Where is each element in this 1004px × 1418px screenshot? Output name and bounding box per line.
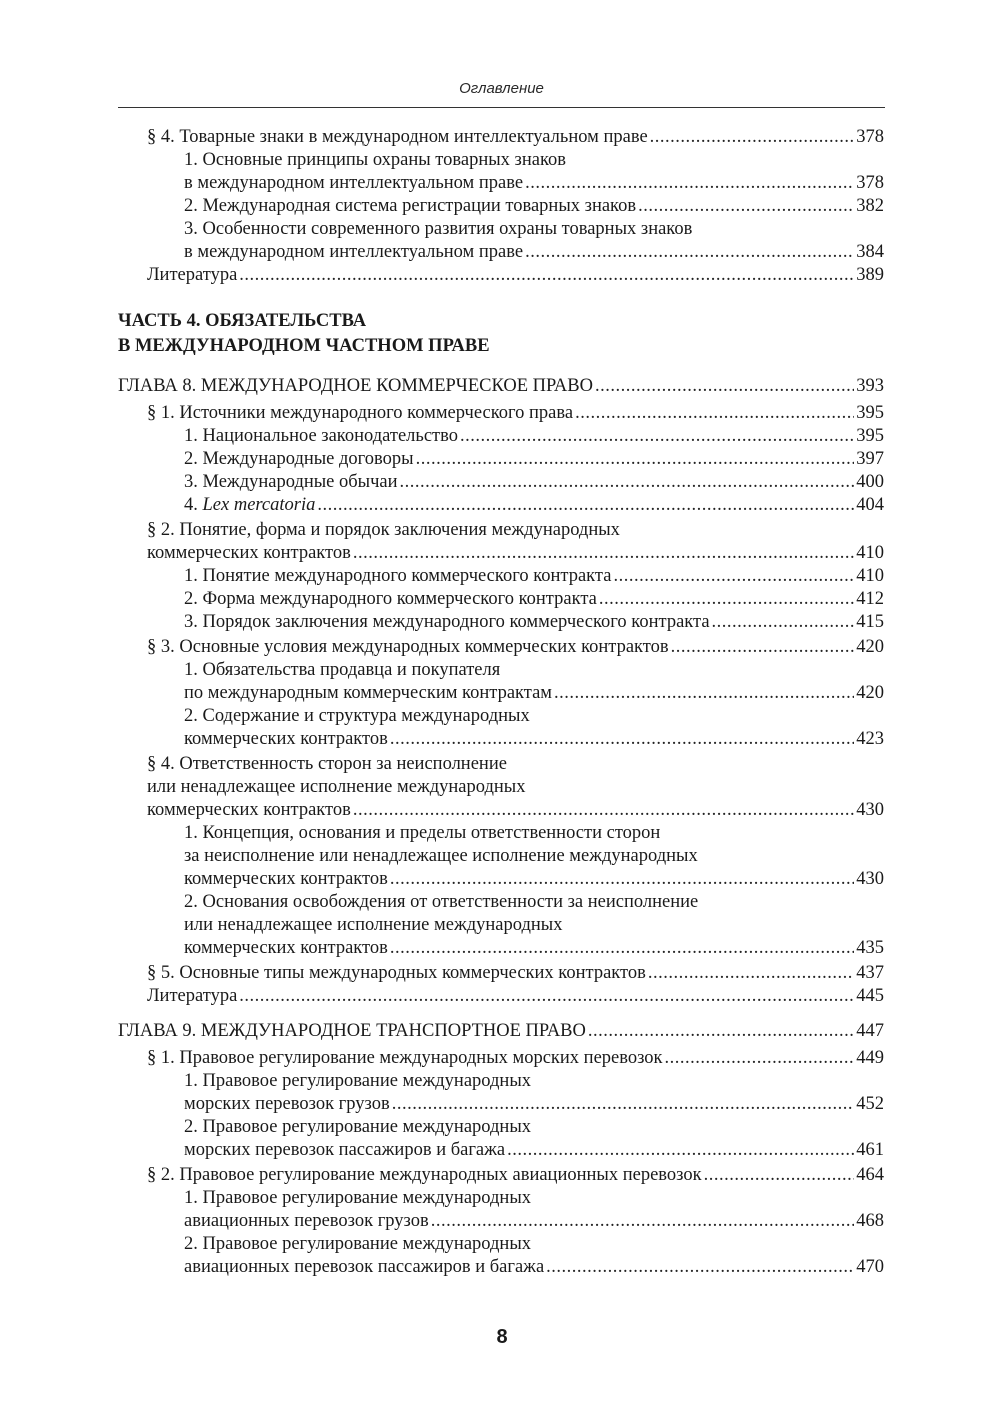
- page-number: 8: [496, 1326, 508, 1348]
- leader-dots: [525, 172, 854, 195]
- toc-entry-page: 430: [856, 800, 884, 820]
- toc-entry[interactable]: [118, 264, 884, 287]
- toc-entry-title: 1. Концепция, основания и пределы ответственности сторон: [184, 823, 661, 843]
- toc-entry-title: § 2. Понятие, форма и порядок заключения международных: [147, 520, 620, 540]
- toc-entry-page: 378: [856, 127, 884, 147]
- toc-entry-page: 420: [856, 637, 884, 657]
- toc-entry-title: § 1. Правовое регулирование международных морских перевозок: [147, 1048, 663, 1068]
- toc-entry[interactable]: [118, 1256, 884, 1279]
- table-of-contents: [118, 126, 884, 1279]
- toc-entry-title: авиационных перевозок грузов: [184, 1211, 429, 1231]
- toc-entry[interactable]: [118, 868, 884, 891]
- toc-entry-title: § 4. Товарные знаки в международном интеллектуальном праве: [147, 127, 648, 147]
- part-title-line-1: ЧАСТЬ 4. ОБЯЗАТЕЛЬСТВА: [118, 311, 367, 331]
- toc-entry-title: или ненадлежащее исполнение международных: [147, 777, 526, 797]
- toc-entry-page: 430: [856, 869, 884, 889]
- toc-block-trademarks: [118, 126, 884, 287]
- toc-entry[interactable]: [118, 565, 884, 588]
- chapter-8-page: 393: [856, 376, 884, 396]
- toc-entry-page: 410: [856, 566, 884, 586]
- toc-entry[interactable]: [118, 448, 884, 471]
- toc-entry[interactable]: [118, 845, 884, 868]
- leader-dots: [546, 1256, 854, 1279]
- toc-entry-page: 423: [856, 729, 884, 749]
- toc-entry-page: 420: [856, 683, 884, 703]
- leader-dots: [554, 682, 854, 705]
- toc-entry[interactable]: [118, 402, 884, 425]
- toc-entry-page: 397: [856, 449, 884, 469]
- leader-dots: [239, 264, 854, 287]
- toc-entry-title: коммерческих контрактов: [184, 869, 388, 889]
- leader-dots: [599, 588, 854, 611]
- chapter-8-entry[interactable]: [118, 375, 884, 398]
- toc-entry-page: 461: [856, 1140, 884, 1160]
- toc-entry-title: 2. Правовое регулирование международных: [184, 1234, 531, 1254]
- toc-entry-page: 449: [856, 1048, 884, 1068]
- toc-entry-title: 4. Lex mercatoria: [184, 495, 316, 515]
- leader-dots: [353, 799, 854, 822]
- toc-entry[interactable]: [118, 891, 884, 914]
- leader-dots: [317, 494, 854, 517]
- toc-entry-page: 437: [856, 963, 884, 983]
- toc-entry[interactable]: [118, 218, 884, 241]
- toc-entry-page: 412: [856, 589, 884, 609]
- leader-dots: [390, 868, 854, 891]
- toc-entry-title: 1. Правовое регулирование международных: [184, 1071, 531, 1091]
- toc-entry-title: 2. Форма международного коммерческого контракта: [184, 589, 597, 609]
- leader-dots: [392, 1093, 855, 1116]
- leader-dots: [638, 195, 854, 218]
- toc-entry[interactable]: [118, 1233, 884, 1256]
- toc-entry[interactable]: [118, 1164, 884, 1187]
- leader-dots: [239, 985, 854, 1008]
- leader-dots: [613, 565, 854, 588]
- toc-entry[interactable]: [118, 494, 884, 517]
- part-title-line-2: В МЕЖДУНАРОДНОМ ЧАСТНОМ ПРАВЕ: [118, 336, 490, 356]
- leader-dots: [460, 425, 854, 448]
- toc-entry-title: § 4. Ответственность сторон за неисполнение: [147, 754, 507, 774]
- toc-entry-title: Литература: [147, 265, 238, 285]
- running-head: Оглавление: [459, 80, 544, 97]
- leader-dots: [353, 542, 854, 565]
- toc-entry-page: 378: [856, 173, 884, 193]
- toc-entry-title: Литература: [147, 986, 238, 1006]
- toc-entry-page: 470: [856, 1257, 884, 1277]
- toc-entry[interactable]: [118, 172, 884, 195]
- leader-dots: [525, 241, 854, 264]
- toc-entry-title: или ненадлежащее исполнение международных: [184, 915, 563, 935]
- chapter-9-title: ГЛАВА 9. МЕЖДУНАРОДНОЕ ТРАНСПОРТНОЕ ПРАВО: [118, 1021, 586, 1041]
- leader-dots: [507, 1139, 854, 1162]
- toc-entry[interactable]: [118, 822, 884, 845]
- leader-dots: [431, 1210, 855, 1233]
- toc-entry-title: 2. Основания освобождения от ответственности за неисполнение: [184, 892, 699, 912]
- leader-dots: [390, 937, 854, 960]
- chapter-9-entry[interactable]: [118, 1020, 884, 1043]
- leader-dots: [712, 611, 855, 634]
- toc-entry[interactable]: [118, 659, 884, 682]
- toc-entry[interactable]: [118, 1116, 884, 1139]
- toc-entry[interactable]: [118, 1047, 884, 1070]
- toc-entry[interactable]: [118, 1070, 884, 1093]
- toc-entry-page: 464: [856, 1165, 884, 1185]
- toc-entry-title: 1. Обязательства продавца и покупателя: [184, 660, 501, 680]
- toc-entry-title: коммерческих контрактов: [184, 938, 388, 958]
- toc-entry[interactable]: [118, 1187, 884, 1210]
- toc-entry-title: 1. Основные принципы охраны товарных знаков: [184, 150, 566, 170]
- toc-entry-title: коммерческих контрактов: [147, 543, 351, 563]
- toc-entry-title: 3. Особенности современного развития охраны товарных знаков: [184, 219, 693, 239]
- toc-entry-title: 3. Порядок заключения международного коммерческого контракта: [184, 612, 710, 632]
- toc-entry-title: 2. Международная система регистрации товарных знаков: [184, 196, 637, 216]
- leader-dots: [595, 375, 854, 398]
- toc-entry-page: 400: [856, 472, 884, 492]
- toc-entry[interactable]: [118, 1210, 884, 1233]
- toc-entry[interactable]: [118, 425, 884, 448]
- toc-entry-title: 2. Правовое регулирование международных: [184, 1117, 531, 1137]
- toc-block-chapter-8: [118, 402, 884, 1008]
- toc-entry-title: 1. Правовое регулирование международных: [184, 1188, 531, 1208]
- toc-entry[interactable]: [118, 1093, 884, 1116]
- toc-entry-title: § 3. Основные условия международных коммерческих контрактов: [147, 637, 669, 657]
- toc-entry-page: 395: [856, 403, 884, 423]
- toc-entry-page: 389: [856, 265, 884, 285]
- toc-entry-title: морских перевозок грузов: [184, 1094, 390, 1114]
- toc-entry-page: 445: [856, 986, 884, 1006]
- toc-entry[interactable]: [118, 636, 884, 659]
- toc-entry-title: 3. Международные обычаи: [184, 472, 398, 492]
- leader-dots: [588, 1020, 854, 1043]
- toc-entry[interactable]: [118, 914, 884, 937]
- toc-entry-page: 468: [856, 1211, 884, 1231]
- toc-entry[interactable]: [118, 962, 884, 985]
- toc-entry-title: 2. Содержание и структура международных: [184, 706, 530, 726]
- toc-entry[interactable]: [118, 149, 884, 172]
- toc-entry-title: 1. Понятие международного коммерческого контракта: [184, 566, 612, 586]
- toc-entry[interactable]: [118, 753, 884, 776]
- chapter-9-page: 447: [856, 1021, 884, 1041]
- toc-entry[interactable]: [118, 471, 884, 494]
- toc-entry-title: морских перевозок пассажиров и багажа: [184, 1140, 506, 1160]
- toc-entry-title: по международным коммерческим контрактам: [184, 683, 553, 703]
- toc-entry[interactable]: [118, 519, 884, 542]
- leader-dots: [400, 471, 855, 494]
- toc-entry-title: за неисполнение или ненадлежащее исполнение международных: [184, 846, 698, 866]
- toc-entry-title: коммерческих контрактов: [184, 729, 388, 749]
- leader-dots: [665, 1047, 855, 1070]
- toc-entry[interactable]: [118, 1139, 884, 1162]
- toc-entry-title: § 2. Правовое регулирование международных авиационных перевозок: [147, 1165, 702, 1185]
- toc-block-chapter-9: [118, 1047, 884, 1279]
- toc-entry[interactable]: [118, 985, 884, 1008]
- toc-entry[interactable]: [118, 241, 884, 264]
- leader-dots: [390, 728, 854, 751]
- toc-entry-page: 384: [856, 242, 884, 262]
- toc-entry[interactable]: [118, 588, 884, 611]
- toc-entry-page: 452: [856, 1094, 884, 1114]
- toc-entry[interactable]: [118, 682, 884, 705]
- toc-entry-page: 415: [856, 612, 884, 632]
- chapter-8-title: ГЛАВА 8. МЕЖДУНАРОДНОЕ КОММЕРЧЕСКОЕ ПРАВО: [118, 376, 593, 396]
- part-heading: [118, 309, 884, 359]
- toc-entry[interactable]: [118, 611, 884, 634]
- toc-entry-page: 404: [856, 495, 884, 515]
- toc-entry-title: 2. Международные договоры: [184, 449, 414, 469]
- toc-entry-title: в международном интеллектуальном праве: [184, 242, 524, 262]
- toc-entry[interactable]: [118, 728, 884, 751]
- toc-entry[interactable]: [118, 542, 884, 565]
- toc-entry-page: 395: [856, 426, 884, 446]
- toc-entry[interactable]: [118, 799, 884, 822]
- toc-entry-page: 410: [856, 543, 884, 563]
- leader-dots: [575, 402, 854, 425]
- leader-dots: [648, 962, 854, 985]
- leader-dots: [704, 1164, 855, 1187]
- toc-entry-title: § 5. Основные типы международных коммерческих контрактов: [147, 963, 646, 983]
- toc-entry-title: в международном интеллектуальном праве: [184, 173, 524, 193]
- toc-entry-title: коммерческих контрактов: [147, 800, 351, 820]
- toc-entry[interactable]: [118, 195, 884, 218]
- toc-entry[interactable]: [118, 705, 884, 728]
- toc-entry[interactable]: [118, 126, 884, 149]
- toc-entry-title: 1. Национальное законодательство: [184, 426, 458, 446]
- header-rule: [118, 107, 885, 108]
- toc-entry-page: 382: [856, 196, 884, 216]
- leader-dots: [671, 636, 855, 659]
- toc-entry-page: 435: [856, 938, 884, 958]
- leader-dots: [416, 448, 855, 471]
- toc-entry[interactable]: [118, 937, 884, 960]
- toc-entry[interactable]: [118, 776, 884, 799]
- toc-entry-title: § 1. Источники международного коммерческого права: [147, 403, 574, 423]
- toc-entry-title: авиационных перевозок пассажиров и багажа: [184, 1257, 545, 1277]
- leader-dots: [650, 126, 855, 149]
